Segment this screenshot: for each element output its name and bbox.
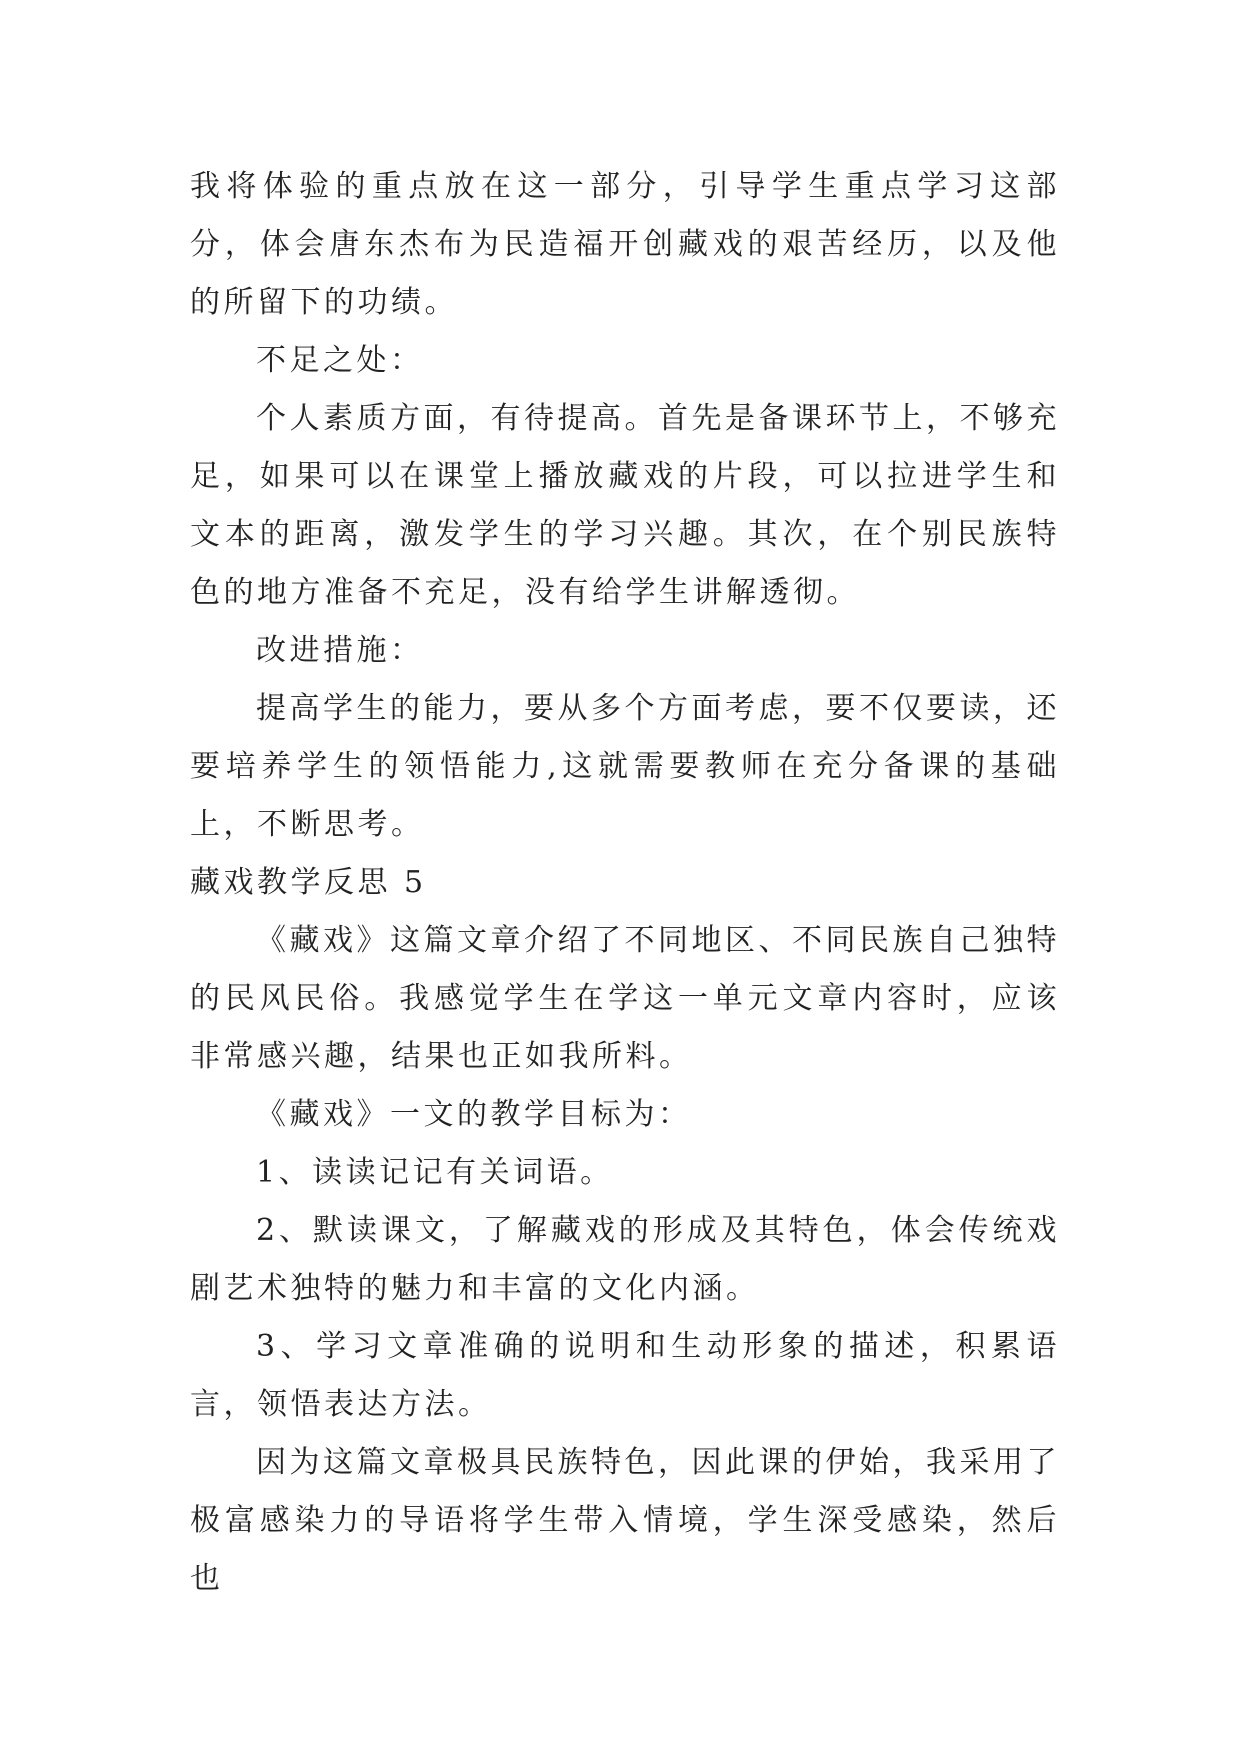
section-heading: 藏戏教学反思 5 [190,865,427,900]
paragraph: 《藏戏》一文的教学目标为： [256,1097,692,1132]
paragraph: 个人素质方面，有待提高。首先是备课环节上，不够充足，如果可以在课堂上播放藏戏的片段，可以拉进学生和文本的距离，激发学生的学习兴趣。其次，在个别民族特色的地方准备不充足，没有给学生讲解透彻。 [190,401,1060,610]
paragraph: 因为这篇文章极具民族特色，因此课的伊始，我采用了极富感染力的导语将学生带入情境，学生深受感染，然后也 [190,1445,1060,1596]
list-item: 2、默读课文，了解藏戏的形成及其特色，体会传统戏剧艺术独特的魅力和丰富的文化内涵。 [190,1213,1060,1306]
section-label-improvements: 改进措施： [256,633,424,668]
paragraph: 我将体验的重点放在这一部分，引导学生重点学习这部分，体会唐东杰布为民造福开创藏戏的艰苦经历，以及他的所留下的功绩。 [190,169,1060,320]
list-item: 3、学习文章准确的说明和生动形象的描述，积累语言，领悟表达方法。 [190,1329,1060,1422]
paragraph: 提高学生的能力，要从多个方面考虑，要不仅要读，还要培养学生的领悟能力,这就需要教师在充分备课的基础上，不断思考。 [190,691,1060,842]
document-body [190,158,1060,1608]
paragraph: 《藏戏》这篇文章介绍了不同地区、不同民族自己独特的民风民俗。我感觉学生在学这一单元文章内容时，应该非常感兴趣，结果也正如我所料。 [190,923,1060,1074]
section-label-shortcomings: 不足之处： [256,343,424,378]
list-item: 1、读读记记有关词语。 [256,1155,614,1190]
